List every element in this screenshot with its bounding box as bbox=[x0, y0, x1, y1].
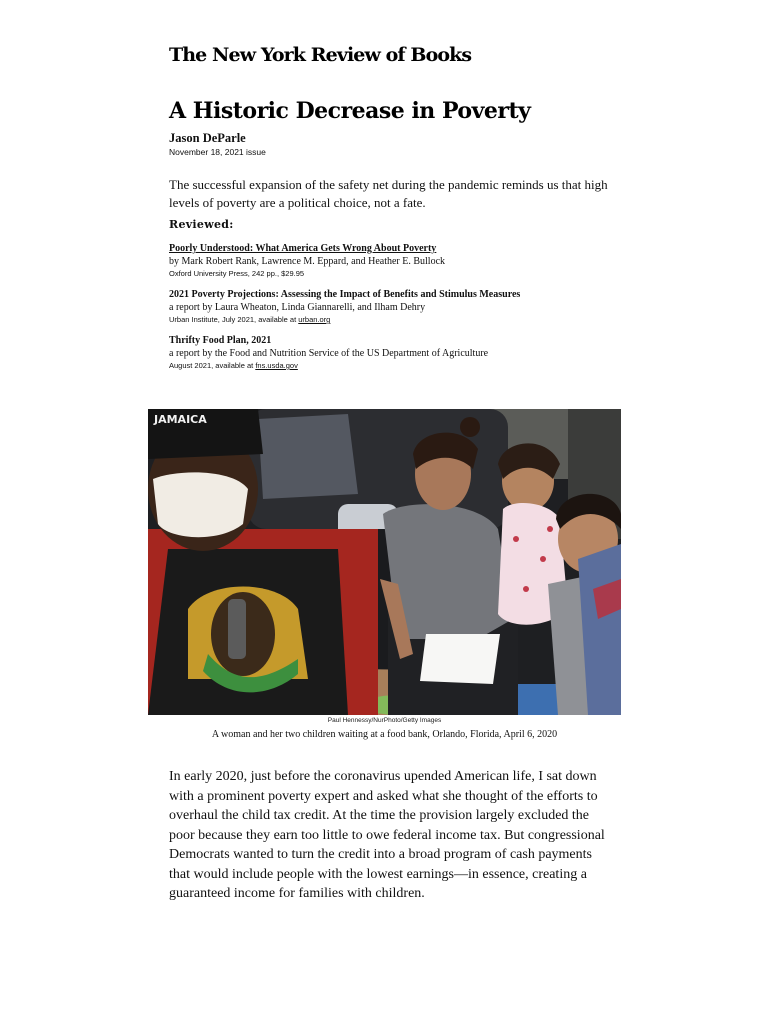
reviewed-item-publisher-text: Urban Institute, July 2021, available at bbox=[169, 315, 299, 324]
article-photo bbox=[148, 409, 621, 715]
fns-usda-link[interactable]: fns.usda.gov bbox=[255, 361, 298, 370]
photo-cap-text: JAMAICA bbox=[154, 413, 207, 426]
reviewed-item-authors: a report by Laura Wheaton, Linda Giannarelli, and Ilham Dehry bbox=[169, 302, 426, 313]
reviewed-item-publisher bbox=[169, 360, 629, 372]
urban-org-link[interactable]: urban.org bbox=[298, 315, 331, 324]
article-body-paragraph: In early 2020, just before the coronavirus upended American life, I sat down with a prominent poverty expert and asked what she thought of the efforts to overhaul the child tax credit. At the time the provision largely excluded the poor because they earn too little to owe federal income tax. But congressional Democrats wanted to turn the credit into a broad program of cash payments that would include people with the lowest earnings—in essence, creating a guaranteed income for families with children. bbox=[169, 769, 605, 901]
reviewed-item-publisher: Oxford University Press, 242 pp., $29.95 bbox=[169, 269, 305, 278]
reviewed-item-publisher bbox=[169, 314, 629, 326]
article-title: A Historic Decrease in Poverty bbox=[169, 98, 531, 124]
reviewed-item bbox=[169, 288, 629, 326]
reviewed-item-title: Thrifty Food Plan, 2021 bbox=[169, 335, 272, 346]
photo-credit: Paul Hennessy/NurPhoto/Getty Images bbox=[327, 717, 442, 724]
article-issue-date[interactable]: November 18, 2021 issue bbox=[169, 147, 266, 157]
article-dek: The successful expansion of the safety net during the pandemic reminds us that high levels of poverty are a political choice, not a fate. bbox=[169, 177, 608, 210]
reviewed-item-authors: a report by the Food and Nutrition Service of the US Department of Agriculture bbox=[169, 348, 489, 359]
reviewed-item-publisher-text: August 2021, available at bbox=[169, 361, 256, 370]
reviewed-item-title: 2021 Poverty Projections: Assessing the Impact of Benefits and Stimulus Measures bbox=[169, 289, 521, 300]
publication-masthead[interactable]: The New York Review of Books bbox=[169, 44, 472, 66]
reviewed-item-authors: by Mark Robert Rank, Lawrence M. Eppard, and Heather E. Bullock bbox=[169, 256, 446, 267]
photo-caption: A woman and her two children waiting at a food bank, Orlando, Florida, April 6, 2020 bbox=[211, 729, 558, 740]
article-author[interactable]: Jason DeParle bbox=[169, 131, 246, 145]
reviewed-item-title-link[interactable]: Poorly Understood: What America Gets Wrong About Poverty bbox=[169, 243, 437, 254]
reviewed-heading: Reviewed: bbox=[169, 218, 234, 231]
reviewed-item bbox=[169, 334, 629, 372]
reviewed-item bbox=[169, 242, 629, 280]
